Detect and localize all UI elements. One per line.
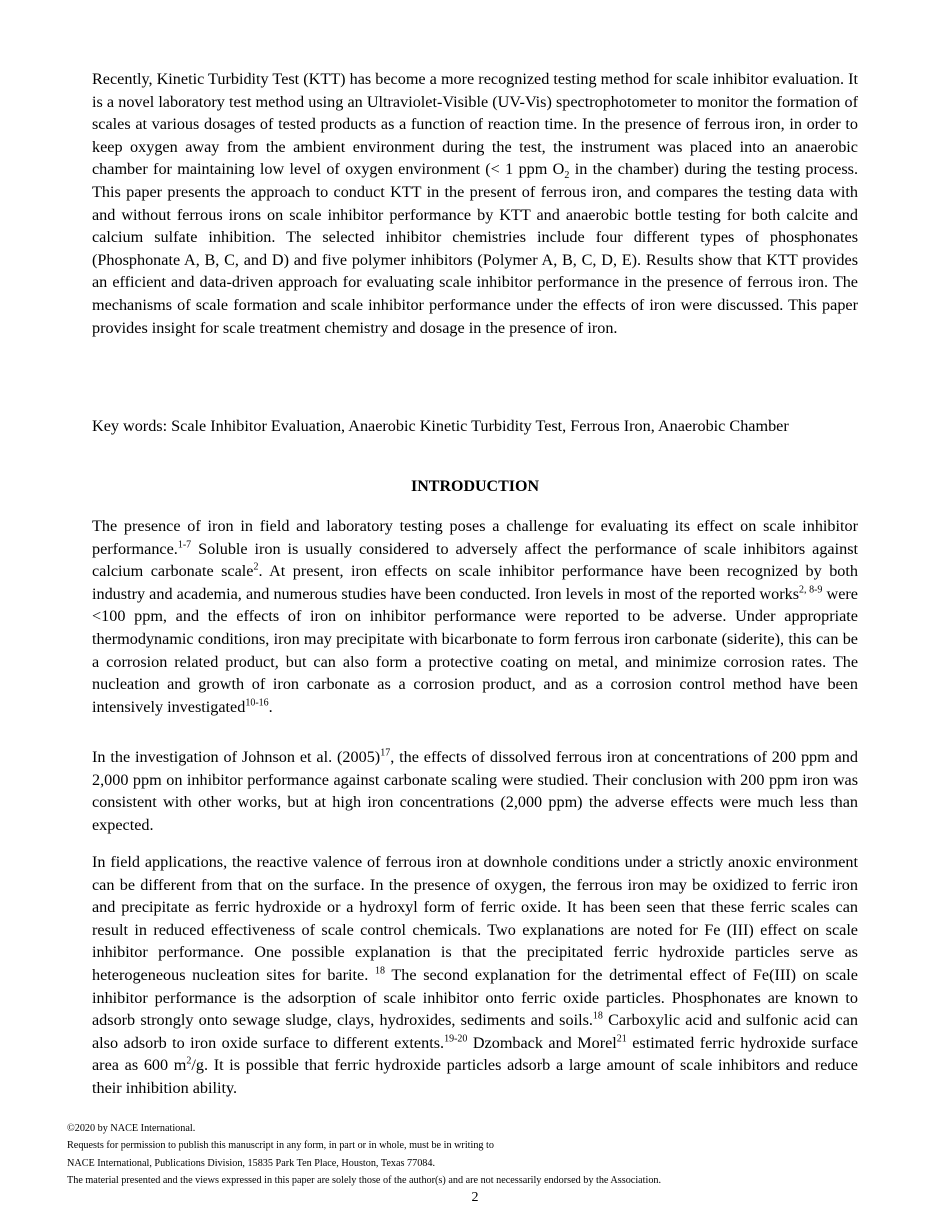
introduction-heading: INTRODUCTION bbox=[410, 478, 539, 495]
paragraph-text: . bbox=[268, 697, 273, 716]
footer-address-line: NACE International, Publications Division, 15835 Park Ten Place, Houston, Texas 77084. bbox=[67, 1157, 436, 1169]
citation-superscript: 10-16 bbox=[245, 697, 269, 709]
introduction-paragraph-3 bbox=[92, 851, 858, 1100]
keywords-paragraph: Key words: Scale Inhibitor Evaluation, Anaerobic Kinetic Turbidity Test, Ferrous Iron, Anaerobic Chamber bbox=[92, 417, 789, 435]
paragraph-text: estimated ferric hydroxide surface area as 600 m bbox=[92, 1033, 859, 1075]
unit-superscript: 2 bbox=[186, 1055, 192, 1067]
citation-superscript: 18 bbox=[374, 965, 385, 977]
paragraph-text: /g. It is possible that ferric hydroxide particles adsorb a large amount of scale inhibitors and reduce their inhibition ability. bbox=[92, 1056, 858, 1097]
abstract-paragraph bbox=[92, 68, 858, 339]
introduction-paragraph-1 bbox=[92, 515, 858, 718]
citation-superscript: 1-7 bbox=[177, 539, 192, 551]
paragraph-text: were <100 ppm, and the effects of iron on inhibitor performance were reported to be adverse. Under appropriate thermodynamic conditions, iron may precipitate with bicarbonate to form ferrous iron carbonate (siderite), this can be a corrosion related product, but can also form a protective coating on metal, and minimize corrosion rates. The nucleation and growth of iron carbonate as a corrosion product, and as a corrosion control method have been intensively investigated bbox=[92, 584, 858, 716]
citation-superscript: 2, 8-9 bbox=[799, 584, 823, 596]
citation-superscript: 17 bbox=[380, 747, 391, 759]
citation-superscript: 2 bbox=[253, 561, 259, 573]
paragraph-text: In the investigation of Johnson et al. (2005) bbox=[92, 748, 381, 766]
page-number: 2 bbox=[471, 1190, 479, 1205]
citation-superscript: 18 bbox=[592, 1010, 603, 1022]
paragraph-text: The presence of iron in field and laboratory testing poses a challenge for evaluating its effect on scale inhibitor performance. bbox=[92, 517, 858, 558]
paragraph-text: Carboxylic acid and sulfonic acid can also adsorb to iron oxide surface to different extents. bbox=[92, 1011, 858, 1052]
copyright-footer bbox=[67, 1120, 887, 1189]
footer-permission-line: Requests for permission to publish this manuscript in any form, in part or in whole, must be in writing to bbox=[67, 1140, 494, 1152]
abstract-subscript: 2 bbox=[564, 170, 570, 182]
citation-superscript: 19-20 bbox=[444, 1033, 468, 1045]
paragraph-text: Dzomback and Morel bbox=[467, 1033, 617, 1052]
footer-copyright: ©2020 by NACE International. bbox=[67, 1123, 196, 1134]
citation-superscript: 21 bbox=[616, 1033, 627, 1045]
footer-disclaimer-line: The material presented and the views expressed in this paper are solely those of the author(s) and are not necessarily endorsed by the Association. bbox=[67, 1174, 662, 1186]
paragraph-text: In field applications, the reactive valence of ferrous iron at downhole conditions under a strictly anoxic environment can be different from that on the surface. In the presence of oxygen, the ferrous iron may be oxidized to ferric iron and precipitate as ferric hydroxide or a hydroxyl form of ferric oxide. It has been seen that these ferric scales can result in reduced effectiveness of scale control chemicals. Two explanations are noted for Fe (III) effect on scale inhibitor performance. One possible explanation is that the precipitated ferric hydroxide particles serve as heterogeneous nucleation sites for barite. bbox=[92, 853, 858, 984]
paragraph-text: Soluble iron is usually considered to adversely affect the performance of scale inhibitors against calcium carbonate scale bbox=[92, 539, 858, 581]
paragraph-text: . At present, iron effects on scale inhibitor performance have been recognized by both industry and academia, and numerous studies have been conducted. Iron levels in most of the reported works bbox=[92, 562, 858, 603]
abstract-text-part-2: in the chamber) during the testing process. This paper presents the approach to conduct KTT in the present of ferrous iron, and compares the testing data with and without ferrous irons on scale inhibitor performance by KTT and anaerobic bottle testing for both calcite and calcium sulfate inhibition. The selected inhibitor chemistries include four different types of phosphonates (Phosphonate A, B, C, and D) and five polymer inhibitors (Polymer A, B, C, D, E). Results show that KTT provides an efficient and data-driven approach for evaluating scale inhibitor performance in the presence of ferrous iron. The mechanisms of scale formation and scale inhibitor performance under the effects of iron were discussed. This paper provides insight for scale treatment chemistry and dosage in the presence of iron. bbox=[92, 160, 858, 337]
paragraph-text: The second explanation for the detrimental effect of Fe(III) on scale inhibitor performance is the adsorption of scale inhibitor onto ferric oxide particles. Phosphonates are known to adsorb strongly onto sewage sludge, clays, hydroxides, sediments and soils. bbox=[92, 965, 858, 1030]
paragraph-text: , the effects of dissolved ferrous iron at concentrations of 200 ppm and 2,000 ppm on inhibitor performance against carbonate scaling were studied. Their conclusion with 200 ppm iron was consistent with other works, but at high iron concentrations (2,000 ppm) the adverse effects were much less than expected. bbox=[92, 748, 858, 834]
introduction-paragraph-2 bbox=[92, 746, 858, 836]
abstract-text-part-1: Recently, Kinetic Turbidity Test (KTT) has become a more recognized testing method for scale inhibitor evaluation. It is a novel laboratory test method using an Ultraviolet-Visible (UV-Vis) spectrophotometer to monitor the formation of scales at various dosages of tested products as a function of reaction time. In the presence of ferrous iron, in order to keep oxygen away from the ambient environment during the test, the instrument was placed into an anaerobic chamber for maintaining low level of oxygen environment (< 1 ppm O bbox=[92, 70, 858, 179]
